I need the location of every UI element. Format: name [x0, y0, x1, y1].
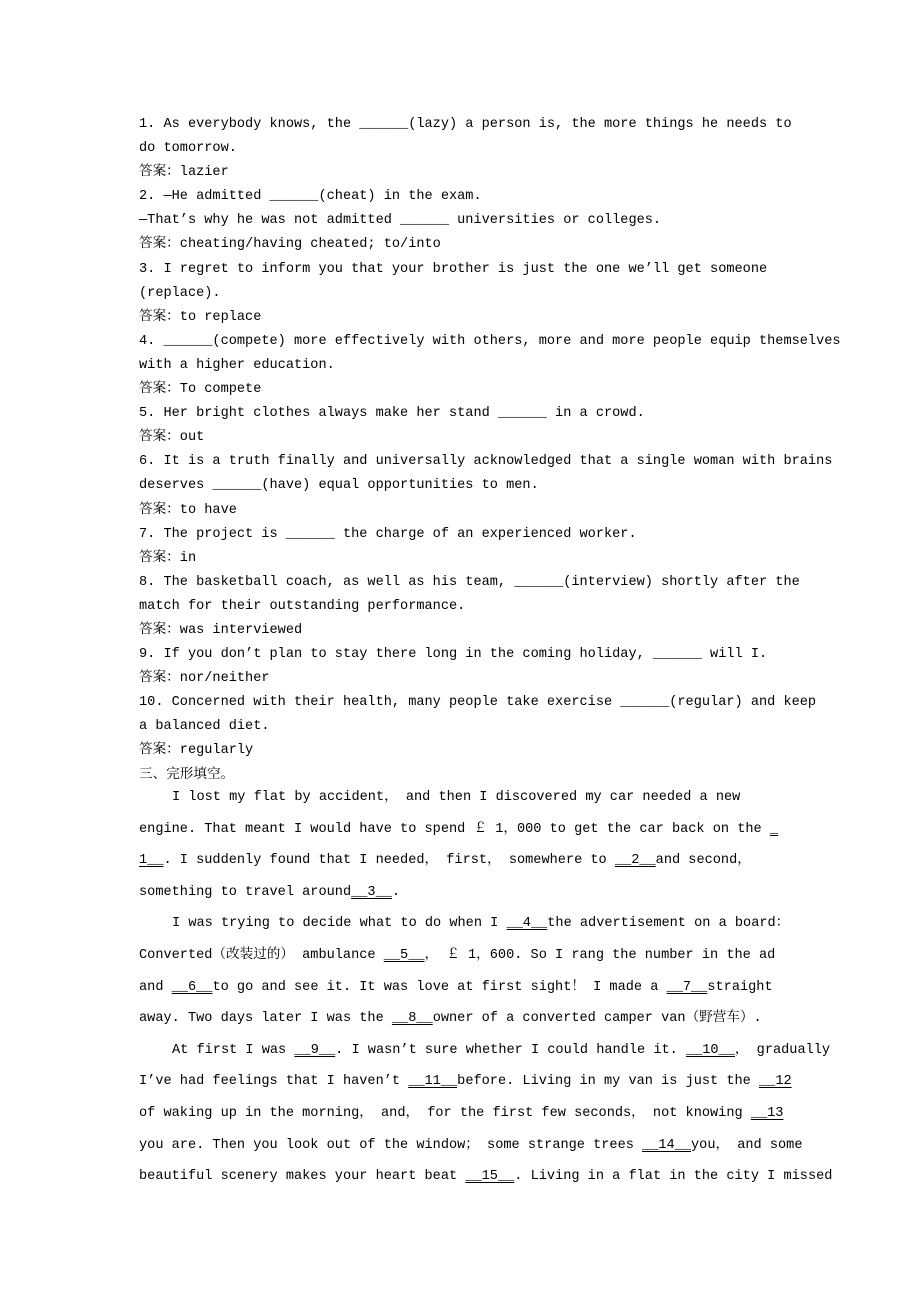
passage-text: I’ve had feelings that I haven’t [139, 1074, 409, 1090]
exercise-line: match for their outstanding performance. [139, 598, 466, 614]
passage-text: before. Living in my van is just the [457, 1074, 759, 1090]
cloze-blank: __10__ [685, 1042, 735, 1058]
answer-line: 答案：was interviewed [139, 622, 303, 638]
passage-text: beautiful scenery makes your heart beat [139, 1169, 466, 1185]
exercise-line: do tomorrow. [139, 141, 237, 157]
exercise-line: 1. As everybody knows, the ______(lazy) a person is, the more things he needs to [139, 117, 792, 132]
passage-text: I was trying to decide what to do when I [172, 916, 507, 932]
answer-line: 答案：To compete [139, 382, 262, 398]
answer-line: 答案：out [139, 430, 205, 446]
exercise-section [139, 113, 859, 788]
passage-line [139, 910, 859, 942]
answer-line: 答案：nor/neither [139, 671, 270, 687]
passage-text: Converted（改装过的） ambulance [139, 947, 384, 963]
passage-line [139, 1005, 859, 1037]
cloze-blank: 1__ [139, 853, 164, 869]
cloze-blank: __13 [750, 1105, 784, 1121]
passage-text: and [139, 979, 172, 995]
exercise-line: (replace). [139, 285, 221, 301]
exercise-line: 3. I regret to inform you that your brother is just the one we’ll get someone [139, 261, 768, 277]
cloze-passage [139, 784, 859, 1195]
passage-text: you are. Then you look out of the window； some strange trees [139, 1137, 643, 1153]
passage-text: you， and some [691, 1137, 803, 1153]
passage-text: straight [707, 979, 773, 995]
passage-text: of waking up in the morning， and， for the first few seconds， not knowing [139, 1105, 751, 1121]
passage-text: away. Two days later I was the [139, 1011, 392, 1027]
passage-line [139, 1037, 859, 1069]
exercise-line: —That’s why he was not admitted ______ universities or colleges. [139, 213, 662, 229]
cloze-blank: __12 [759, 1074, 792, 1090]
passage-line [139, 1100, 859, 1132]
exercise-line: 5. Her bright clothes always make her stand ______ in a crowd. [139, 406, 645, 422]
passage-line [139, 1163, 859, 1195]
cloze-blank: __8__ [391, 1011, 433, 1027]
exercise-line: deserves ______(have) equal opportunities to men. [139, 478, 539, 494]
passage-text: engine. That meant I would have to spend ￡ 1，000 to get the car back on the [139, 821, 770, 837]
passage-text: . I suddenly found that I needed， first， somewhere to [163, 853, 615, 869]
exercise-line: 9. If you don’t plan to stay there long in the coming holiday, ______ will I. [139, 647, 768, 663]
passage-text: and second， [655, 853, 751, 869]
cloze-blank: _ [769, 821, 779, 837]
exercise-line: 4. ______(compete) more effectively with others, more and more people equip themselves [139, 333, 841, 349]
passage-line [139, 879, 859, 911]
cloze-blank: __14__ [642, 1137, 692, 1153]
passage-text: ， ￡ 1，600. So I rang the number in the ad [424, 947, 776, 963]
passage-text: . [391, 884, 401, 900]
passage-text: the advertisement on a board： [547, 916, 790, 932]
cloze-blank: __5__ [383, 947, 425, 963]
passage-text: At first I was [172, 1042, 295, 1058]
answer-line: 答案：lazier [139, 165, 229, 181]
exercise-line: with a higher education. [139, 357, 335, 373]
passage-line [139, 1132, 859, 1164]
exercise-line: a balanced diet. [139, 719, 270, 735]
cloze-blank: __2__ [614, 853, 656, 869]
cloze-blank: __7__ [666, 979, 708, 995]
passage-line [139, 942, 859, 974]
exercise-line: 10. Concerned with their health, many people take exercise ______(regular) and keep [139, 695, 817, 711]
answer-line: 答案：to have [139, 502, 237, 518]
passage-text: . Living in a flat in the city I missed [514, 1169, 833, 1185]
answer-line: 答案：to replace [139, 309, 262, 325]
passage-text: I lost my flat by accident， and then I discovered my car needed a new [172, 790, 741, 805]
exercise-line: 2. —He admitted ______(cheat) in the exam. [139, 189, 482, 205]
cloze-blank: __6__ [171, 979, 213, 995]
passage-line [139, 784, 859, 816]
cloze-blank: __4__ [506, 916, 548, 932]
answer-line: 答案：in [139, 550, 197, 566]
passage-line [139, 816, 859, 848]
passage-text: . I wasn’t sure whether I could handle it. [335, 1042, 686, 1058]
cloze-blank: __3__ [351, 884, 392, 900]
answer-line: 答案：cheating/having cheated; to/into [139, 237, 441, 253]
passage-line [139, 1068, 859, 1100]
exercise-line: 7. The project is ______ the charge of an experienced worker. [139, 526, 637, 542]
answer-line: 答案：regularly [139, 743, 254, 759]
passage-text: ， gradually [734, 1042, 831, 1058]
passage-line [139, 974, 859, 1006]
passage-text: something to travel around [139, 884, 352, 900]
exercise-line: 三、完形填空。 [139, 767, 235, 783]
cloze-blank: __15__ [465, 1169, 515, 1185]
exercise-line: 8. The basketball coach, as well as his team, ______(interview) shortly after the [139, 574, 800, 590]
exercise-line: 6. It is a truth finally and universally acknowledged that a single woman with brains [139, 454, 833, 470]
passage-text: to go and see it. It was love at first sight！ I made a [212, 979, 667, 995]
cloze-blank: __11__ [408, 1074, 458, 1090]
cloze-blank: __9__ [294, 1042, 336, 1058]
passage-text: owner of a converted camper van（野营车）. [432, 1011, 762, 1027]
passage-line [139, 847, 859, 879]
